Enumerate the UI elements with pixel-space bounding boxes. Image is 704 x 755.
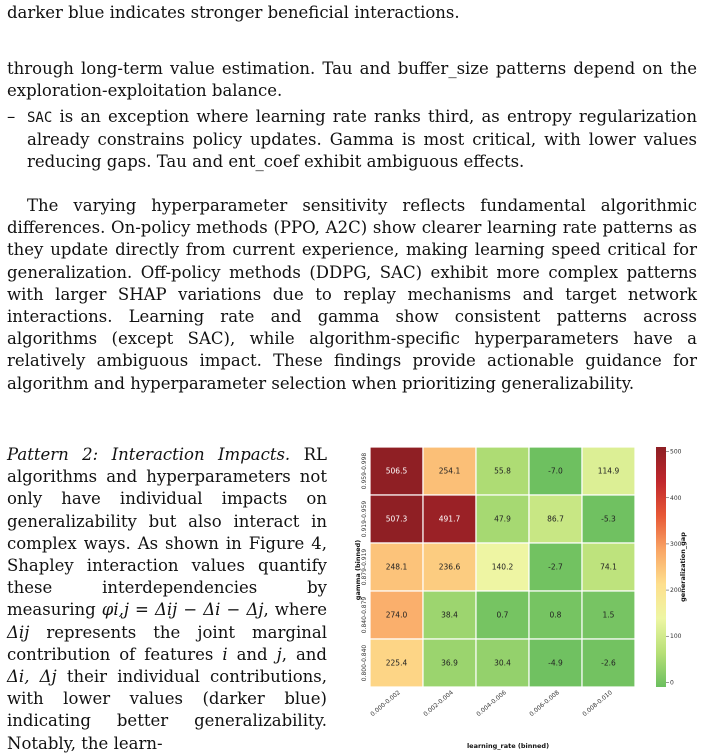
heatmap-cell-label: 86.7 [547, 514, 564, 524]
heatmap-cell-label: -7.0 [548, 466, 563, 476]
x-tick-label: 0.008-0.010 [581, 689, 614, 719]
bullet-sac [7, 106, 697, 174]
interaction-heatmap [340, 440, 704, 750]
heatmap-cell-label: 74.1 [600, 562, 617, 572]
x-tick-label: 0.004-0.006 [475, 689, 508, 719]
heatmap-cell-label: 0.8 [549, 610, 562, 620]
heatmap-cell-label: 36.9 [441, 658, 458, 668]
heatmap-cell-label: 140.2 [491, 562, 514, 572]
pattern2-title: Pattern 2: Interaction Impacts. [7, 445, 291, 464]
colorbar-tick-label: 500 [670, 448, 682, 456]
heatmap-cell-label: -2.7 [548, 562, 563, 572]
x-tick-label: 0.006-0.008 [528, 689, 561, 719]
heatmap-cell-label: 225.4 [385, 658, 408, 668]
bullet-continuation: through long-term value estimation. Tau and buffer_size patterns depend on the exploration-exploitation balance. [7, 59, 697, 101]
heatmap-cell-label: 47.9 [494, 514, 511, 524]
heatmap-cell-label: 55.8 [494, 466, 511, 476]
deltas: Δi, Δj [7, 667, 57, 687]
y-tick-label: 0.840-0.879 [361, 596, 368, 634]
heatmap-cell-label: 114.9 [597, 466, 620, 476]
var-j: j [276, 644, 282, 664]
heatmap-cell-label: 30.4 [494, 658, 511, 668]
y-tick-label: 0.800-0.840 [361, 644, 368, 682]
colorbar-tick-label: 200 [670, 587, 682, 595]
sensitivity-paragraph: The varying hyperparameter sensitivity reflects fundamental algorithmic differences. On-policy methods (PPO, A2C) show clearer learning rate patterns as they update directly from current experience, making learning speed critical for generalization. Off-policy methods (DDPG, SAC) exhibit more complex patterns with larger SHAP variations due to replay mechanisms and target network interactions. Learning rate and gamma show consistent patterns across algorithms (except SAC), while algorithm-specific hyperparameters have a relatively ambiguous impact. These findings provide actionable guidance for algorithm and hyperparameter selection when prioritizing generalizability. [7, 196, 697, 393]
x-tick-label: 0.002-0.004 [422, 689, 455, 719]
var-i: i [222, 644, 228, 664]
pattern2-text: , and [281, 644, 327, 664]
y-tick-label: 0.959-0.998 [361, 452, 368, 490]
pattern2-text: and [227, 644, 277, 664]
heatmap-cell-label: -4.9 [548, 658, 563, 668]
pattern2-text: RL algorithms and hyperparameters not only have individual impacts on generalizability but also interact in complex ways. As shown in Figure 4, Shapley interaction values quantify these interdependencies by measuring [7, 445, 327, 620]
colorbar-tick-label: 300 [670, 540, 682, 548]
x-axis-label: learning_rate (binned) [466, 742, 550, 750]
colorbar [656, 447, 666, 687]
x-tick-label: 0.000-0.002 [369, 689, 402, 719]
heatmap-cell-label: 254.1 [438, 466, 461, 476]
heatmap-cell-label: 506.5 [385, 466, 408, 476]
colorbar-tick-label: 0 [670, 679, 674, 687]
heatmap-cell-label: 507.3 [385, 514, 408, 524]
y-axis-label: gamma (binned) [354, 539, 362, 601]
heatmap-cell-label: 491.7 [438, 514, 461, 524]
colorbar-tick-label: 400 [670, 494, 682, 502]
y-tick-label: 0.879-0.919 [361, 548, 368, 586]
heatmap-cell-label: -2.6 [601, 658, 616, 668]
heatmap-cell-label: 38.4 [441, 610, 458, 620]
pattern2-text: their individual contributions, with lower values (darker blue) indicating better generalizability. Notably, the learn- [7, 667, 327, 753]
heatmap-cell-label: 0.7 [496, 610, 509, 620]
heatmap-cell-label: 1.5 [602, 610, 615, 620]
delta-ij: Δij [7, 622, 30, 642]
heatmap-cell-label: 236.6 [438, 562, 461, 572]
bullet-sac-text: is an exception where learning rate ranks third, as entropy regularization already constrains policy updates. Gamma is most critical, with lower values reducing gaps. Tau and ent_coef exhibit ambiguous effects. [27, 107, 697, 172]
pattern2-paragraph [7, 444, 327, 755]
pattern2-text: , where [263, 600, 327, 620]
shapley-formula: φi,j = Δij − Δi − Δj [101, 600, 264, 620]
colorbar-label: generalization_gap [679, 532, 687, 602]
sac-code: SAC [27, 110, 53, 126]
figure-caption-tail: darker blue indicates stronger beneficial interactions. [7, 3, 460, 22]
heatmap-cell-label: -5.3 [601, 514, 616, 524]
y-tick-label: 0.919-0.959 [361, 500, 368, 538]
colorbar-tick-label: 100 [670, 633, 682, 641]
bullet-dash: – [7, 107, 16, 126]
heatmap-cell-label: 248.1 [385, 562, 408, 572]
heatmap-cell-label: 274.0 [385, 610, 408, 620]
pattern2-text: represents the joint marginal contribution of features [7, 622, 327, 664]
